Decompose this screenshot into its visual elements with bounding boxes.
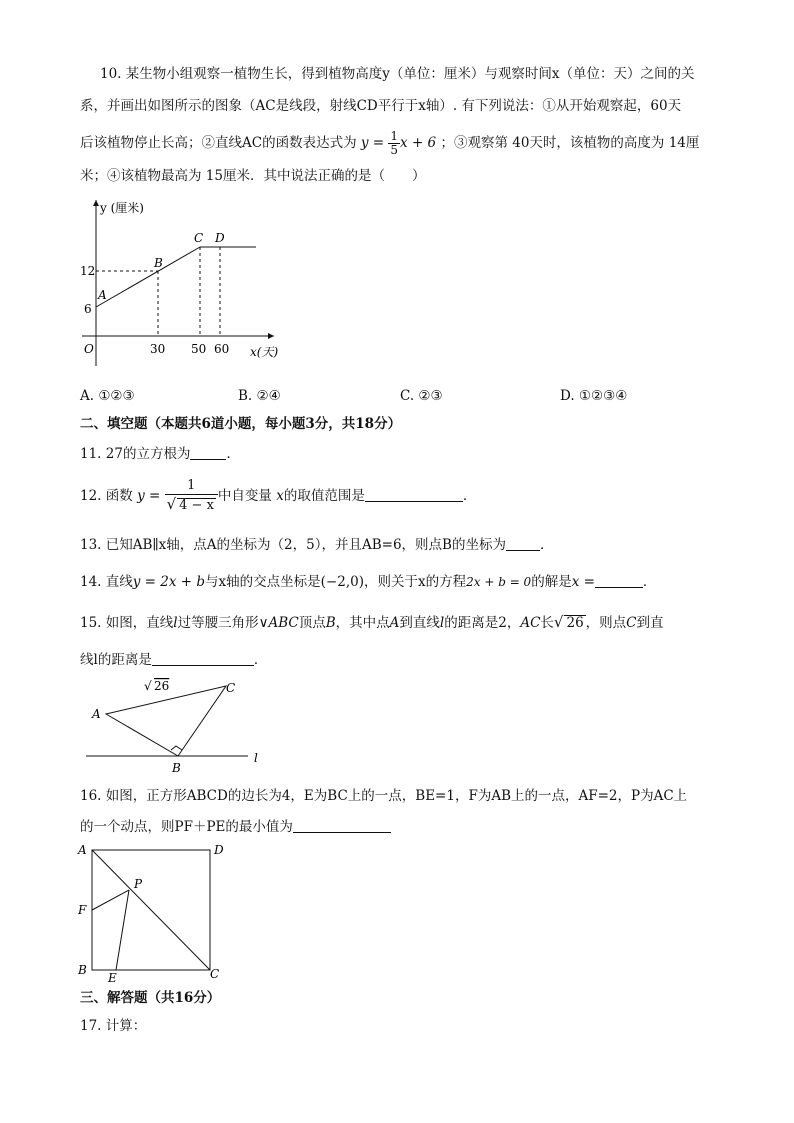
q10-option-b: B. ②④ — [238, 388, 281, 404]
q10-line3-text: 后该植物停止长高；②直线AC的函数表达式为 — [80, 135, 357, 151]
q14-eq2: 2x + b = 0 — [466, 575, 532, 589]
q15-a-pt: A — [389, 615, 400, 631]
q12-formula: y = $\frac{1}{√ 4 - x}$ — [137, 488, 218, 504]
q15-h: ，则点 — [585, 615, 627, 631]
q15-figure — [80, 674, 280, 776]
q15-c-pt: C — [626, 615, 637, 631]
q15-b-pt: B — [325, 615, 336, 631]
q10-line4: 米；④该植物最高为 15厘米．其中说法正确的是（ ） — [80, 168, 426, 184]
q12-suffix: 中自变量 — [217, 488, 272, 504]
q15-fig-sqrt-root: √ — [144, 679, 152, 693]
q16-fig-p: P — [134, 877, 143, 891]
q15-line2-text: 线l的距离是 — [80, 652, 152, 668]
q11-text: 11. 27的立方根为 — [80, 446, 191, 462]
q14-c: (−2,0) — [320, 574, 364, 590]
q15-fig-a: A — [92, 707, 101, 721]
q16-fig-d: D — [214, 843, 224, 857]
q10-formula: y = $\frac{1}{5}$ x + 6 — [360, 129, 437, 157]
q10-line1: 10. 某生物小组观察一植物生长，得到植物高度y（单位：厘米）与观察时间x（单位：天）之间的关 — [100, 66, 695, 82]
q10-frac-num: 1 — [390, 129, 399, 143]
section-3-title: 三、解答题（共16分） — [80, 990, 221, 1006]
q16-line2-text: 的一个动点，则PF＋PE的最小值为 — [80, 819, 293, 835]
q16-diagonal-ac — [92, 850, 210, 970]
q15-sqrt: 26 — [566, 615, 584, 631]
q13: 13. 已知AB∥x轴，点A的坐标为（2，5），并且AB=6，则点B的坐标为 ． — [80, 537, 554, 553]
q16-line2 — [80, 817, 391, 837]
q16-segment-fp — [92, 890, 129, 910]
q11-blank — [190, 445, 226, 460]
q16-fig-a: A — [78, 843, 87, 857]
q14-x-eq: x = — [571, 574, 595, 590]
q13-blank — [506, 536, 540, 551]
segment-ac — [96, 247, 200, 307]
section-2-title: 二、填空题（本题共6道小题，每小题3分，共18分） — [80, 416, 402, 432]
q12-blank — [365, 487, 463, 502]
q12-frac-den: √ 4 − x — [166, 495, 214, 513]
graph-point-a: A — [98, 288, 107, 302]
q16-blank — [293, 818, 391, 833]
q14-b: 与x轴的交点坐标是 — [205, 574, 321, 590]
q12-frac-num: 1 — [165, 478, 218, 495]
q11: 11. 27的立方根为 ． — [80, 446, 240, 462]
q15-a: 15. 如图，直线 — [80, 615, 174, 631]
q12-prefix: 12. 函数 — [80, 488, 133, 504]
q10-frac-den: 5 — [390, 143, 399, 157]
q15-fig-c: C — [226, 681, 236, 695]
q10-option-d: D. ①②③④ — [560, 388, 628, 404]
q12-tail: 的取值范围是 — [283, 488, 365, 504]
q10-line3-text-b: ；③观察第 40天时，该植物的高度为 14厘 — [440, 135, 700, 151]
q16-segment-pe — [116, 890, 129, 970]
q15-blank — [152, 651, 254, 666]
q10-graph — [74, 196, 294, 376]
q15-b: 过等腰三角形 — [177, 615, 259, 631]
q15-e: 到直线 — [399, 615, 440, 631]
q15-fig-b: B — [172, 761, 181, 775]
q17: 17. 计算： — [80, 1018, 147, 1034]
q10-line3 — [80, 128, 699, 158]
graph-y-tick-6: 6 — [84, 302, 92, 316]
q15-right-angle-mark — [171, 746, 182, 750]
q10-line2: 系，并画出如图所示的图象（AC是线段，射线CD平行于x轴）. 有下列说法：①从开始观察起，60天 — [80, 98, 682, 114]
q14-eq1: y = 2x + b — [132, 574, 206, 590]
q16-fig-e: E — [108, 971, 117, 985]
q15-g: 长 — [540, 615, 554, 631]
graph-x-tick-60: 60 — [214, 342, 230, 356]
q15-i: 到直 — [636, 615, 664, 631]
graph-y-tick-12: 12 — [80, 264, 96, 278]
graph-point-d: D — [215, 231, 225, 245]
q16-fig-c: C — [210, 967, 220, 981]
graph-y-label: y (厘米) — [100, 201, 144, 215]
q14: 14. 直线y = 2x + b与x轴的交点坐标是(−2,0)，则关于x的方程2x + b = 0的解是x = ． — [80, 574, 657, 590]
q15-c: 顶点 — [298, 615, 326, 631]
q12-radicand: 4 − x — [179, 498, 214, 513]
q15-ac: AC — [520, 615, 541, 631]
graph-x-label: x(天) — [250, 345, 279, 359]
graph-x-tick-50: 50 — [191, 342, 207, 356]
q14-blank — [595, 573, 643, 588]
graph-point-c: C — [194, 231, 204, 245]
q10-option-c: C. ②③ — [400, 388, 443, 404]
graph-origin: O — [84, 342, 94, 356]
q15-triangle: ∨ABC — [258, 615, 299, 631]
q16-figure — [74, 840, 234, 986]
q15-triangle-shape — [106, 686, 226, 756]
q12-var-x: x — [276, 488, 284, 504]
q16-line1: 16. 如图，正方形ABCD的边长为4，E为BC上的一点，BE=1，F为AB上的一点，AF=2，P为AC上 — [80, 788, 688, 804]
q15-fig-sqrt-label: 26 — [154, 679, 170, 693]
q15-fig-l: l — [254, 751, 258, 765]
q12: 12. 函数 y = $\frac{1}{√ 4 - x}$ 中自变量 x的取值范围是 ． — [80, 478, 477, 513]
q15-line2: 线l的距离是 ． — [80, 652, 268, 668]
q16-fig-b: B — [78, 963, 87, 977]
q15-line1: 15. 如图，直线l过等腰三角形∨ABC顶点B，其中点A到直线l的距离是2，AC长√ 26 ，则点C到直 — [80, 613, 664, 631]
q15-l: l — [173, 615, 178, 631]
q16-fig-f: F — [78, 903, 87, 917]
q10-option-a: A. ①②③ — [80, 388, 135, 404]
q13-text: 13. 已知AB∥x轴，点A的坐标为（2，5），并且AB=6，则点B的坐标为 — [80, 537, 506, 553]
q10-fraction — [388, 130, 400, 157]
graph-x-tick-30: 30 — [150, 342, 166, 356]
graph-point-b: B — [154, 256, 163, 270]
q14-a: 14. 直线 — [80, 574, 133, 590]
q12-fraction — [165, 478, 218, 515]
q15-l2: l — [439, 615, 445, 631]
q14-d: ，则关于x的方程 — [363, 574, 467, 590]
q15-f: 的距离是2， — [444, 615, 521, 631]
q15-d: ，其中点 — [335, 615, 390, 631]
q14-e: 的解是 — [531, 574, 572, 590]
